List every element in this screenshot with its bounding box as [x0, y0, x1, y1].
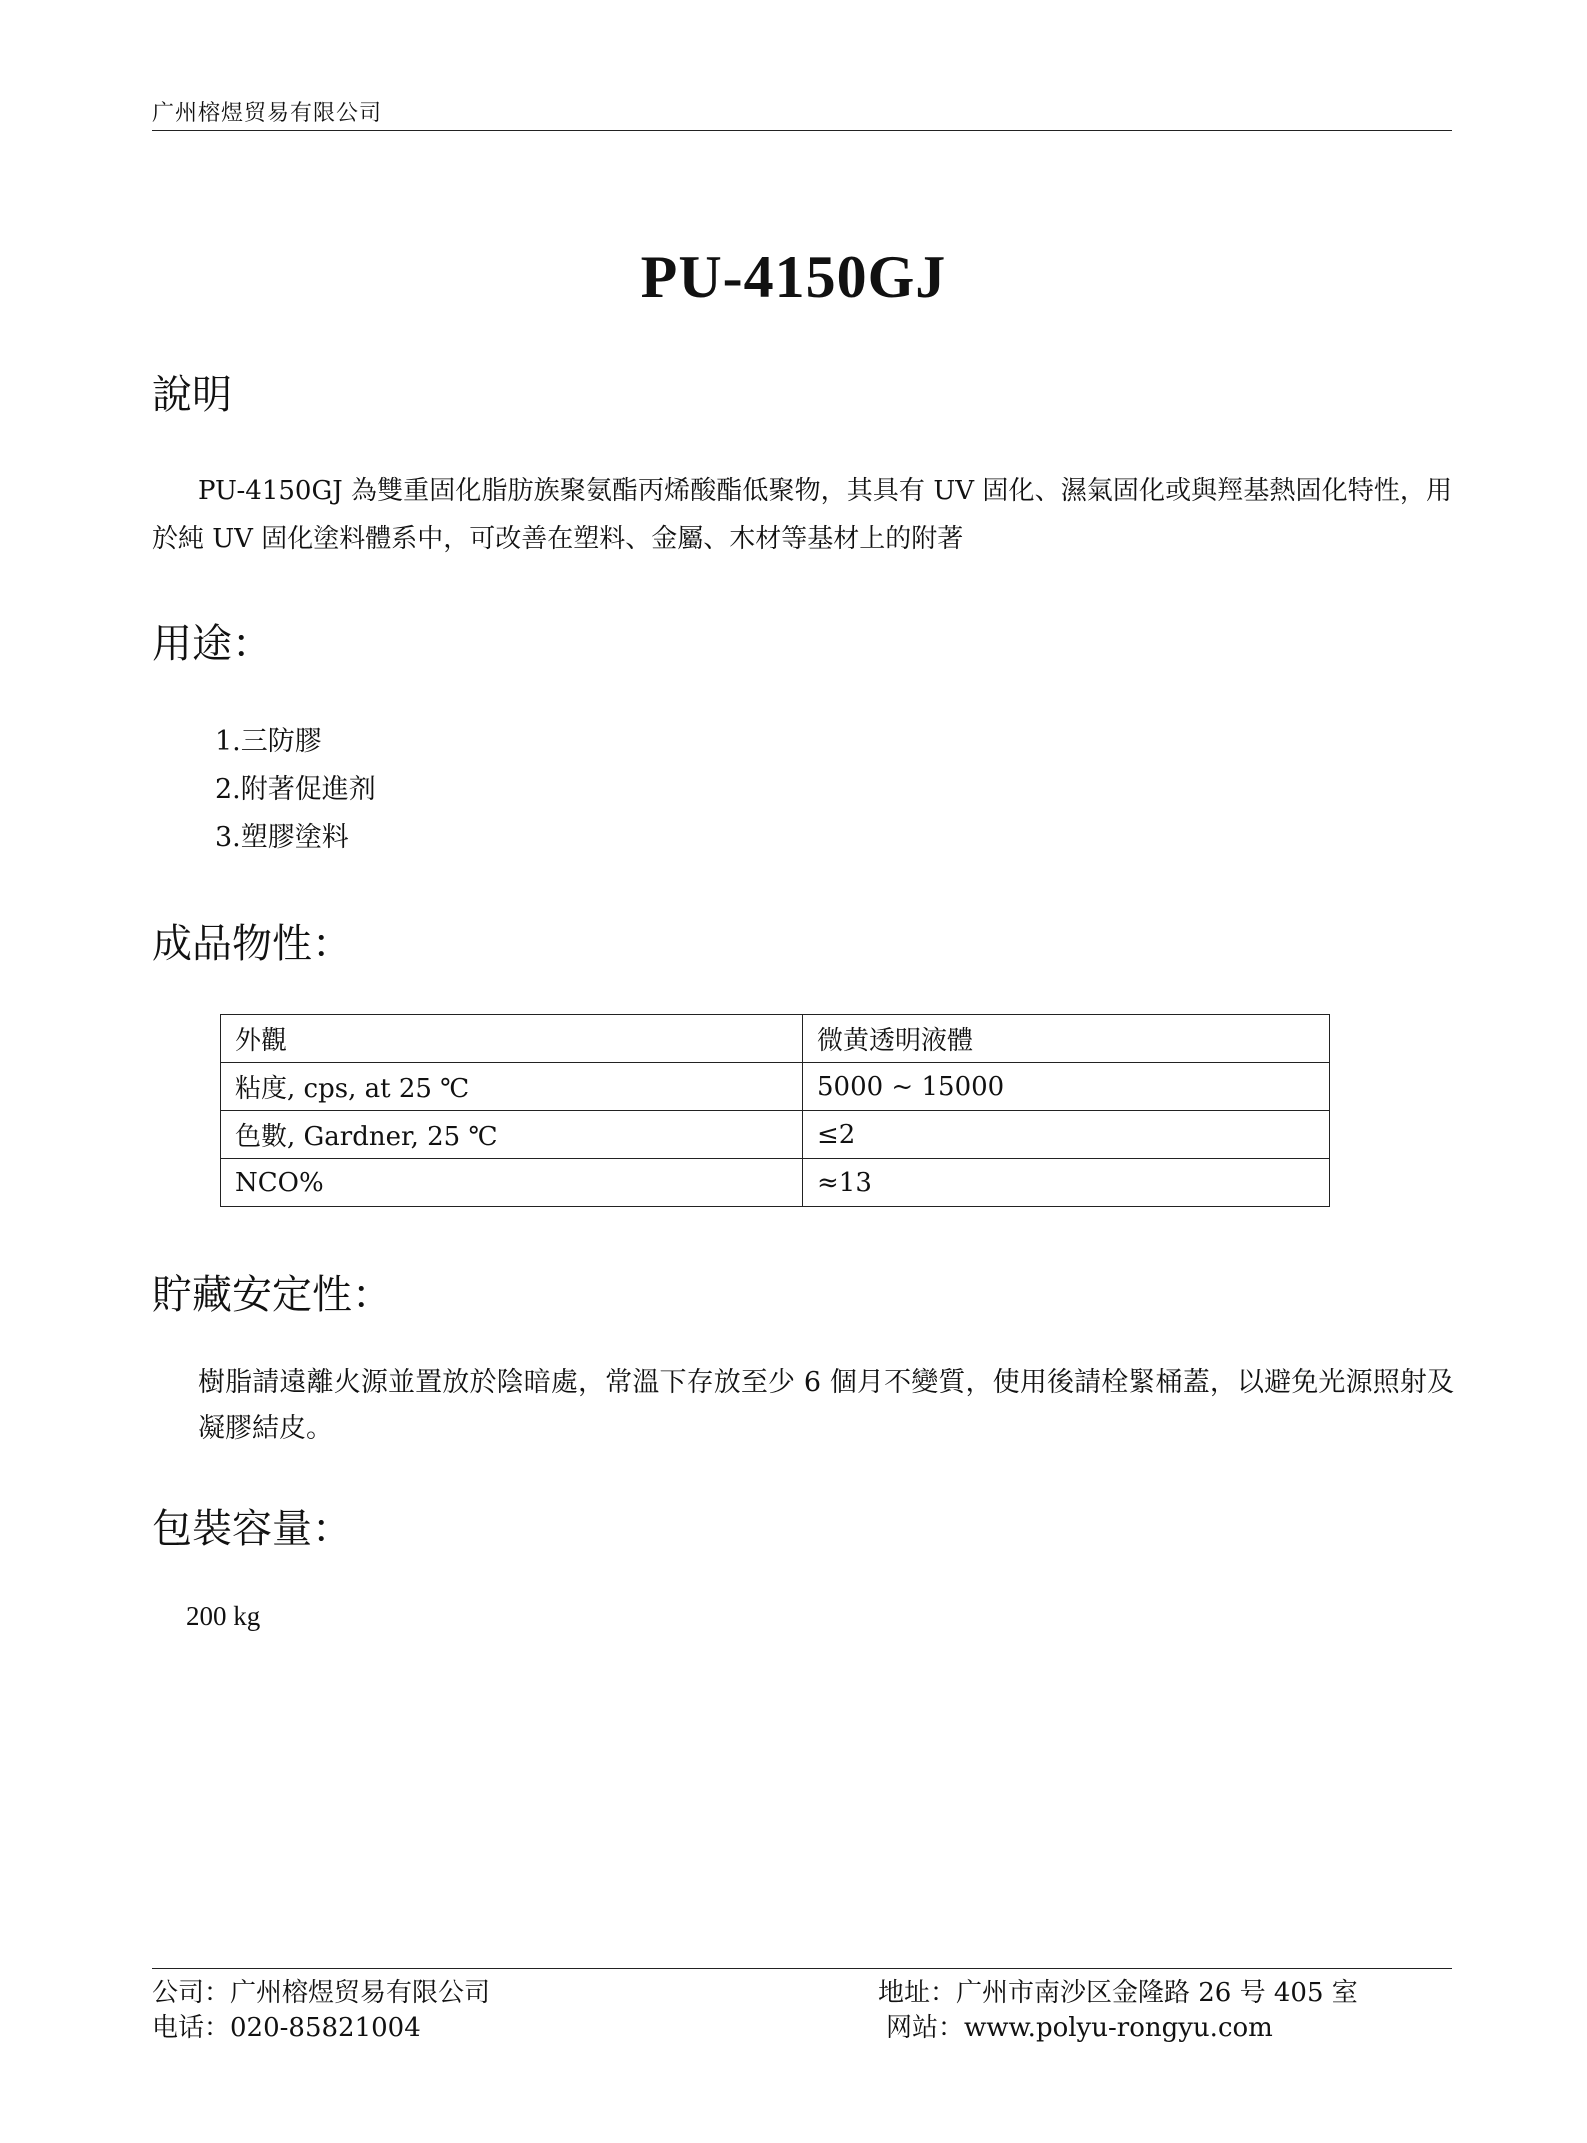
packaging-value: 200 kg: [186, 1601, 261, 1631]
property-name: 粘度, cps, at 25 ℃: [221, 1063, 803, 1111]
storage-heading: 貯藏安定性：: [152, 1272, 392, 1318]
table-row: [221, 1063, 1330, 1111]
property-name: 色數, Gardner, 25 ℃: [221, 1111, 803, 1159]
footer-address: 地址：广州市南沙区金隆路 26 号 405 室: [878, 1978, 1358, 2008]
footer-website[interactable]: 网站：www.polyu-rongyu.com: [886, 2013, 1273, 2043]
description-heading: 說明: [152, 372, 232, 418]
properties-heading: 成品物性：: [152, 921, 352, 967]
property-name: NCO%: [221, 1159, 803, 1207]
table-row: [221, 1111, 1330, 1159]
property-value: 5000 ~ 15000: [803, 1063, 1330, 1111]
properties-table: [220, 1014, 1330, 1207]
uses-item: 3.塑膠塗料: [215, 822, 349, 853]
property-value: 微黄透明液體: [803, 1015, 1330, 1063]
document-title: PU-4150GJ: [640, 244, 947, 310]
table-row: [221, 1015, 1330, 1063]
header-divider: [152, 130, 1452, 131]
property-name: 外觀: [221, 1015, 803, 1063]
uses-heading: 用途：: [152, 621, 272, 667]
packaging-heading: 包裝容量：: [152, 1506, 352, 1552]
storage-paragraph: 樹脂請遠離火源並置放於陰暗處，常溫下存放至少 6 個月不變質，使用後請栓緊桶蓋，以避免光源照射及凝膠結皮。: [198, 1367, 1454, 1444]
footer-company: 公司：广州榕煜贸易有限公司: [152, 1978, 491, 2008]
footer-divider: [152, 1968, 1452, 1969]
uses-list: [215, 718, 376, 862]
table-row: [221, 1159, 1330, 1207]
property-value: ≈13: [803, 1159, 1330, 1207]
property-value: ≤2: [803, 1111, 1330, 1159]
footer-phone: 电话：020-85821004: [152, 2013, 421, 2043]
header-company-name: 广州榕煜贸易有限公司: [152, 101, 383, 126]
description-paragraph: PU-4150GJ 為雙重固化脂肪族聚氨酯丙烯酸酯低聚物，其具有 UV 固化、濕氣固化或與羥基熱固化特性，用於純 UV 固化塗料體系中，可改善在塑料、金屬、木材等基材上的附著: [152, 476, 1452, 554]
uses-item: 2.附著促進剂: [215, 774, 376, 805]
uses-item: 1.三防膠: [215, 726, 322, 757]
